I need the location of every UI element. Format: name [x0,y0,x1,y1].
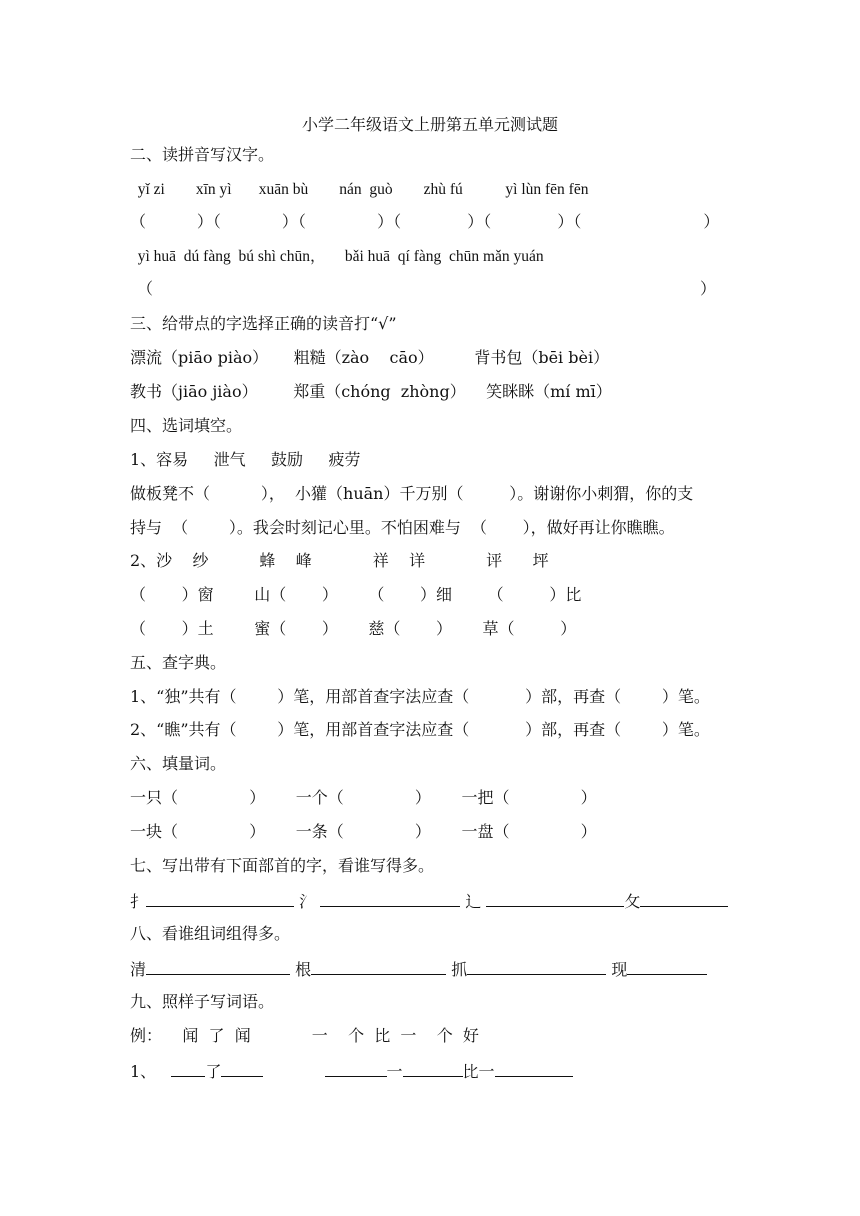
blank-c[interactable] [325,1060,387,1077]
char-1: 清 [130,960,147,979]
char-1-blank[interactable] [146,958,290,975]
pinyin-row-2: yì huā dú fàng bú shì chūn， bǎi huā qí fàng chūn mǎn yuán [130,248,544,265]
bi-yi-chars: 比一 [462,1062,495,1081]
blank-b[interactable] [221,1060,263,1077]
section-7-heading: 七、写出带有下面部首的字，看谁写得多。 [130,856,435,875]
page-title: 小学二年级语文上册第五单元测试题 [301,115,558,134]
section-3-heading: 三、给带点的字选择正确的读音打“√” [130,314,397,333]
radical-2-blank[interactable] [320,890,460,907]
radical-4: 攵 [624,892,641,911]
radical-1-blank[interactable] [146,890,294,907]
dictionary-row-1: 1、“独”共有（ ）笔，用部首查字法应查（ ）部，再查（ ）笔。 [130,687,710,706]
yi-char: 一 [386,1062,403,1081]
radical-1: 扌 [130,892,147,911]
radical-3: 辶 [465,892,482,911]
blank-a[interactable] [171,1060,205,1077]
char-2: 根 [295,960,312,979]
answer-blanks-row-1: （ ）（ ）（ ）（ ）（ ）（ ） [130,212,720,231]
measure-word-row-1: 一只（ ） 一个（ ） 一把（ ） [130,788,597,807]
pronunciation-row-1: 漂流（piāo piào） 粗糙（zào cāo） 背书包（bēi bèi） [130,348,610,367]
word-group-row [130,958,707,980]
radical-2: 氵 [299,892,316,911]
answer-blank-row-2-open: （ [137,279,154,298]
pattern-example: 例： 闻 了 闻 一 个 比 一 个 好 [130,1026,479,1045]
char-fill-row-2: （ ）土 蜜（ ） 慈（ ） 草（ ） [130,619,577,638]
char-fill-row-1: （ ）窗 山（ ） （ ）细 （ ）比 [130,585,582,604]
answer-blank-row-2-close: ） [700,279,717,298]
radical-3-blank[interactable] [486,890,624,907]
le-char: 了 [205,1062,222,1081]
word-bank-1: 1、容易 泄气 鼓励 疲劳 [130,450,361,469]
fill-paragraph-line-2: 持与 （ ）。我会时刻记心里。不怕困难与 （ ），做好再让你瞧瞧。 [130,518,675,537]
section-5-heading: 五、查字典。 [130,653,227,672]
char-2-blank[interactable] [311,958,446,975]
pattern-question-1 [130,1060,573,1082]
radical-4-blank[interactable] [640,890,728,907]
section-4-heading: 四、选词填空。 [130,416,243,435]
blank-e[interactable] [495,1060,573,1077]
char-3: 抓 [451,960,468,979]
section-6-heading: 六、填量词。 [130,754,227,773]
section-9-heading: 九、照样子写词语。 [130,992,275,1011]
word-bank-2: 2、沙 纱 蜂 峰 祥 详 评 坪 [130,551,549,570]
measure-word-row-2: 一块（ ） 一条（ ） 一盘（ ） [130,822,597,841]
dictionary-row-2: 2、“瞧”共有（ ）笔，用部首查字法应查（ ）部，再查（ ）笔。 [130,720,710,739]
pinyin-row-1: yǐ zi xīn yì xuān bù nán guò zhù fú yì lùn fēn fēn [130,181,589,198]
char-4-blank[interactable] [627,958,707,975]
question-number: 1、 [130,1062,157,1081]
radical-row [130,890,728,912]
char-3-blank[interactable] [467,958,606,975]
fill-paragraph-line-1: 做板凳不（ ）， 小獾（huān）千万别（ ）。谢谢你小刺猬，你的支 [130,484,694,503]
char-4: 现 [611,960,628,979]
section-8-heading: 八、看谁组词组得多。 [130,924,291,943]
section-2-heading: 二、读拼音写汉字。 [130,145,275,164]
blank-d[interactable] [403,1060,463,1077]
pronunciation-row-2: 教书（jiāo jiào） 郑重（chóng zhòng） 笑眯眯（mí mī） [130,382,612,401]
